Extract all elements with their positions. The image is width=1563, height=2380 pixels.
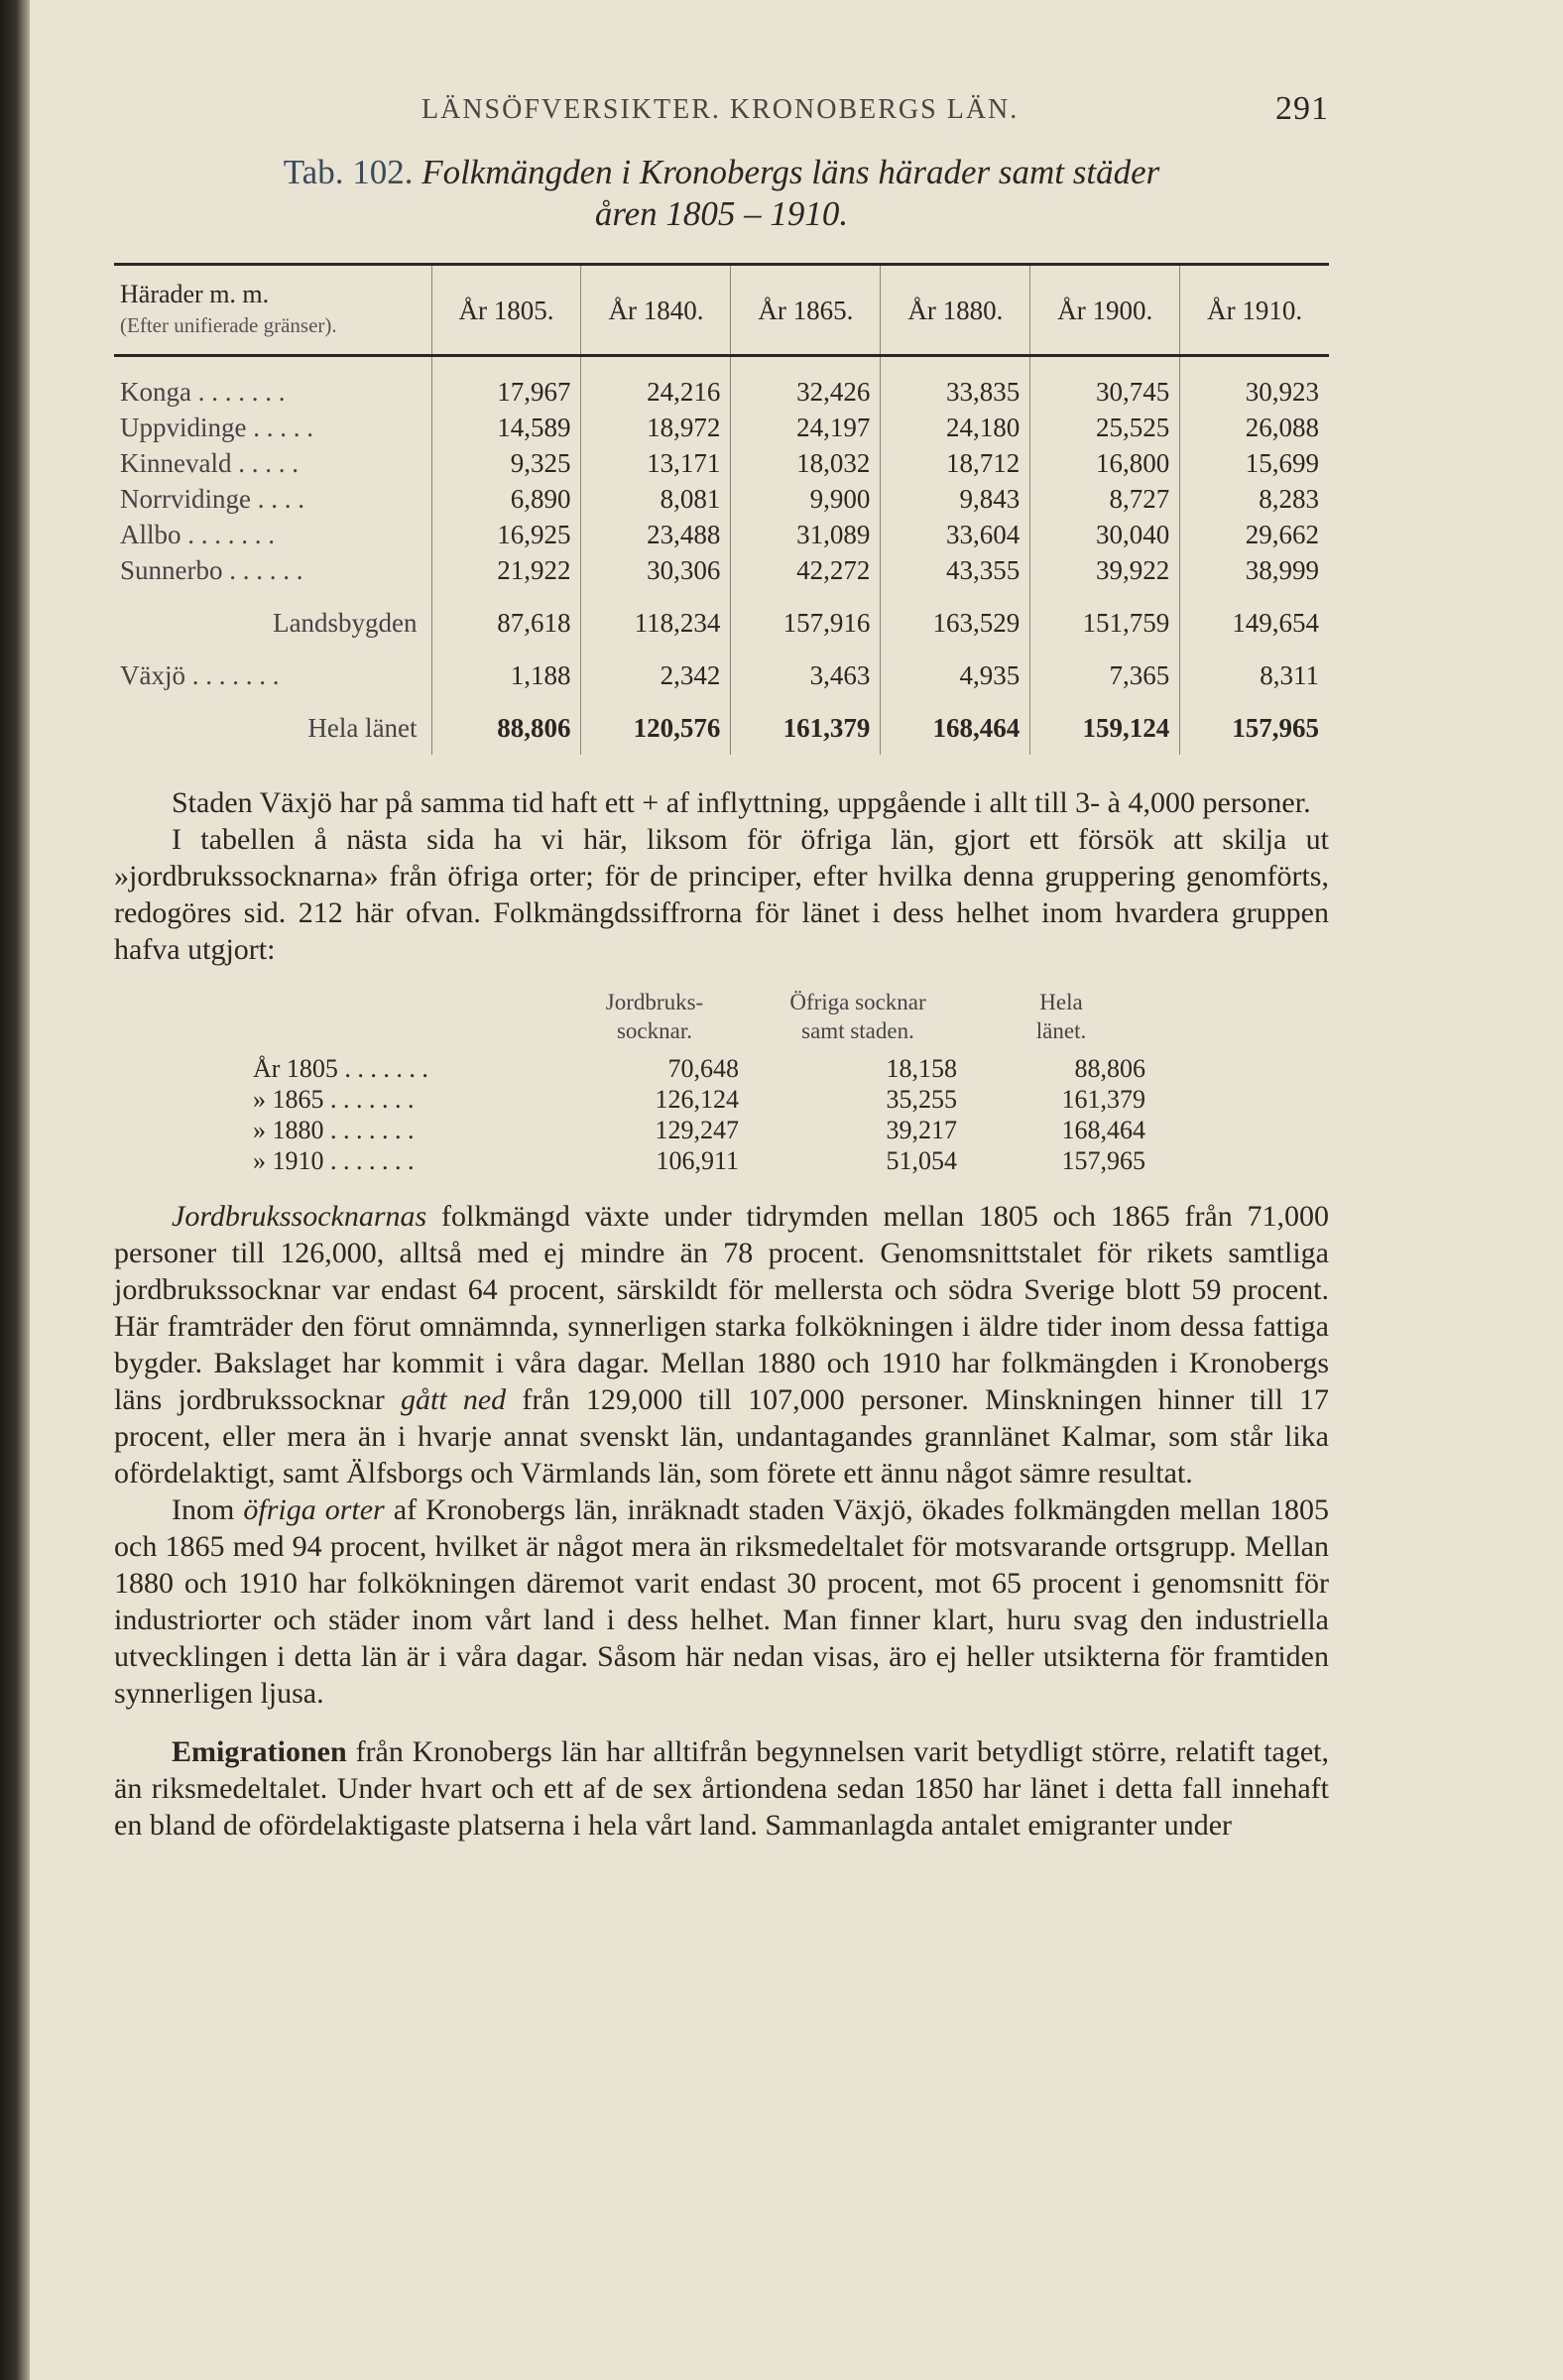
- cell: 157,916: [731, 588, 881, 641]
- cell: 149,654: [1180, 588, 1329, 641]
- cell: 126,124: [655, 1085, 739, 1114]
- cell: 24,180: [881, 410, 1030, 445]
- cell: 31,089: [731, 517, 881, 552]
- cell: 18,972: [581, 410, 731, 445]
- paragraph-agricultural-parishes: Jordbrukssocknarnas folkmängd växte under tidrymden mellan 1805 och 1865 från 71,000 personer till 126,000, alltså med ej mindre än 78 procent. Genomsnittstalet för rikets samtliga jordbrukssocknar var endast 64 procent, särskildt för mellersta och södra Sverige blott 59 procent. Här framträder den förut omnämnda, synnerligen starka folkökningen i äldre tider inom dessa fattiga bygder. Bakslaget har kommit i våra dagar. Mellan 1880 och 1910 har folkmängden i Kronobergs läns jordbrukssocknar gått ned från 129,000 till 107,000 personer. Minskningen hinner till 17 procent, eller mera än i hvarje annat svenskt län, undantagandes grannlänet Kalmar, som står lika ofördelaktigt, samt Älfsborgs och Värmlands län, som förete ett ännu något sämre resultat.: [114, 1200, 1329, 1489]
- cell: 1,188: [431, 641, 581, 693]
- district-name: Kinnevald . . . . .: [120, 448, 299, 478]
- table-title-line2: åren 1805 – 1910.: [594, 194, 849, 233]
- table-row: [114, 517, 1329, 552]
- table-row-rural-total: [114, 588, 1329, 641]
- table-row: [114, 481, 1329, 517]
- district-name: Sunnerbo . . . . . .: [120, 555, 303, 585]
- cell: 23,488: [581, 517, 731, 552]
- cell: 8,081: [581, 481, 731, 517]
- cell: 16,925: [431, 517, 581, 552]
- cell: 159,124: [1030, 693, 1180, 755]
- table-row: [243, 1115, 1155, 1145]
- table-header-row: [243, 988, 1155, 1053]
- cell: 9,325: [431, 445, 581, 481]
- row-label: Hela länet: [307, 713, 418, 743]
- column-header-year: År 1880.: [881, 265, 1030, 356]
- column-header-agricultural: Jordbruks- socknar.: [605, 990, 704, 1043]
- cell: 168,464: [881, 693, 1030, 755]
- cell: 43,355: [881, 552, 1030, 588]
- district-name: Allbo . . . . . . .: [120, 520, 276, 549]
- table-label: Tab. 102.: [283, 153, 414, 191]
- cell: 6,890: [431, 481, 581, 517]
- cell: 87,618: [431, 588, 581, 641]
- cell: 51,054: [886, 1146, 957, 1175]
- cell: 168,464: [1061, 1116, 1145, 1144]
- cell: 151,759: [1030, 588, 1180, 641]
- cell: 129,247: [655, 1116, 739, 1144]
- cell: 24,216: [581, 356, 731, 411]
- paragraph-emigration: Emigrationen från Kronobergs län har alltifrån begynnelsen varit betydligt större, relatift taget, än riksmedeltalet. Under hvart och ett af de sex årtiondena sedan 1850 har länet i detta fall innehaft en bland de ofördelaktigaste platserna i hela vårt land. Sammanlagda antalet emigranter under: [114, 1735, 1329, 1842]
- district-name: Uppvidinge . . . . .: [120, 413, 313, 442]
- table-row: [243, 1084, 1155, 1115]
- column-header-year: År 1840.: [581, 265, 731, 356]
- table-caption: [114, 152, 1329, 235]
- cell: 18,158: [886, 1054, 957, 1083]
- paragraph-other-places: Inom öfriga orter af Kronobergs län, inräknadt staden Växjö, ökades folkmängden mellan 1805 och 1865 med 94 procent, hvilket är något mera än riksmedeltalet för motsvarande ortsgrupp. Mellan 1880 och 1910 har folkökningen däremot varit endast 30 procent, mot 65 procent i genomsnitt för industriorter och städer inom vårt land i dess helhet. Man finner klart, huru svag den industriella utvecklingen i detta län är i våra dagar. Såsom här nedan visas, äro ej heller utsikterna för framtiden synnerligen ljusa.: [114, 1493, 1329, 1710]
- cell: 21,922: [431, 552, 581, 588]
- table-row: [114, 356, 1329, 411]
- row-label: Landsbygden: [273, 608, 418, 638]
- cell: 157,965: [1180, 693, 1329, 755]
- table-header-row: [114, 265, 1329, 356]
- page-number: 291: [1275, 90, 1329, 127]
- cell: 42,272: [731, 552, 881, 588]
- cell: 7,365: [1030, 641, 1180, 693]
- cell: 33,835: [881, 356, 1030, 411]
- cell: 157,965: [1061, 1146, 1145, 1175]
- cell: 161,379: [1061, 1085, 1145, 1114]
- column-header-total: Hela länet.: [1035, 990, 1087, 1043]
- cell: 26,088: [1180, 410, 1329, 445]
- book-binding-edge: [0, 0, 30, 2380]
- cell: 8,727: [1030, 481, 1180, 517]
- table-title-line1: Folkmängden i Kronobergs läns härader samt städer: [421, 153, 1160, 191]
- cell: 30,040: [1030, 517, 1180, 552]
- cell: 33,604: [881, 517, 1030, 552]
- cell: 8,283: [1180, 481, 1329, 517]
- cell: 38,999: [1180, 552, 1329, 588]
- table-row: [243, 1145, 1155, 1176]
- cell: 13,171: [581, 445, 731, 481]
- group-summary-table: [243, 988, 1155, 1176]
- table-row-town: [114, 641, 1329, 693]
- column-header-empty: [243, 988, 560, 1053]
- table-row: [114, 552, 1329, 588]
- cell: 29,662: [1180, 517, 1329, 552]
- column-header-year: År 1910.: [1180, 265, 1329, 356]
- cell: 24,197: [731, 410, 881, 445]
- year-label: År 1805 . . . . . . .: [253, 1054, 428, 1083]
- cell: 14,589: [431, 410, 581, 445]
- cell: 18,032: [731, 445, 881, 481]
- year-label: » 1910 . . . . . . .: [253, 1146, 415, 1175]
- cell: 30,306: [581, 552, 731, 588]
- cell: 39,217: [886, 1116, 957, 1144]
- cell: 39,922: [1030, 552, 1180, 588]
- running-title: LÄNSÖFVERSIKTER. KRONOBERGS LÄN.: [421, 94, 1020, 125]
- cell: 9,900: [731, 481, 881, 517]
- cell: 163,529: [881, 588, 1030, 641]
- cell: 18,712: [881, 445, 1030, 481]
- cell: 161,379: [731, 693, 881, 755]
- year-label: » 1880 . . . . . . .: [253, 1116, 415, 1144]
- cell: 88,806: [431, 693, 581, 755]
- cell: 15,699: [1180, 445, 1329, 481]
- cell: 118,234: [581, 588, 731, 641]
- cell: 120,576: [581, 693, 731, 755]
- page: [114, 90, 1329, 2325]
- table-row: [114, 445, 1329, 481]
- district-name: Konga . . . . . . .: [120, 377, 286, 407]
- cell: 17,967: [431, 356, 581, 411]
- cell: 2,342: [581, 641, 731, 693]
- cell: 88,806: [1074, 1054, 1145, 1083]
- column-header-year: År 1900.: [1030, 265, 1180, 356]
- column-header-year: År 1805.: [431, 265, 581, 356]
- column-header-other: Öfriga socknar samt staden.: [789, 990, 926, 1043]
- cell: 106,911: [656, 1146, 739, 1175]
- table-row-county-total: [114, 693, 1329, 755]
- paragraph-vaxjo-migration: Staden Växjö har på samma tid haft ett + af inflyttning, uppgående i allt till 3- à 4,000 personer.: [172, 786, 1311, 819]
- year-label: » 1865 . . . . . . .: [253, 1085, 415, 1114]
- column-header-district: Härader m. m. (Efter unifierade gränser).: [114, 265, 431, 356]
- column-header-year: År 1865.: [731, 265, 881, 356]
- cell: 30,745: [1030, 356, 1180, 411]
- cell: 35,255: [886, 1085, 957, 1114]
- cell: 8,311: [1180, 641, 1329, 693]
- table-row: [243, 1053, 1155, 1084]
- cell: 25,525: [1030, 410, 1180, 445]
- cell: 32,426: [731, 356, 881, 411]
- table-row: [114, 410, 1329, 445]
- population-table: [114, 263, 1329, 755]
- cell: 70,648: [667, 1054, 739, 1083]
- cell: 9,843: [881, 481, 1030, 517]
- row-label: Växjö . . . . . . .: [120, 660, 280, 690]
- cell: 30,923: [1180, 356, 1329, 411]
- paragraph-grouping: I tabellen å nästa sida ha vi här, liksom för öfriga län, gjort ett försök att skilja ut »jordbrukssocknarna» från öfriga orter; för de principer, efter hvilka denna gruppering genomförts, redogöres sid. 212 här ofvan. Folkmängdssiffrorna för länet i dess helhet inom hvardera gruppen hafva utgjort:: [114, 823, 1329, 966]
- district-name: Norrvidinge . . . .: [120, 484, 304, 514]
- cell: 3,463: [731, 641, 881, 693]
- cell: 16,800: [1030, 445, 1180, 481]
- page-header: [114, 90, 1329, 134]
- cell: 4,935: [881, 641, 1030, 693]
